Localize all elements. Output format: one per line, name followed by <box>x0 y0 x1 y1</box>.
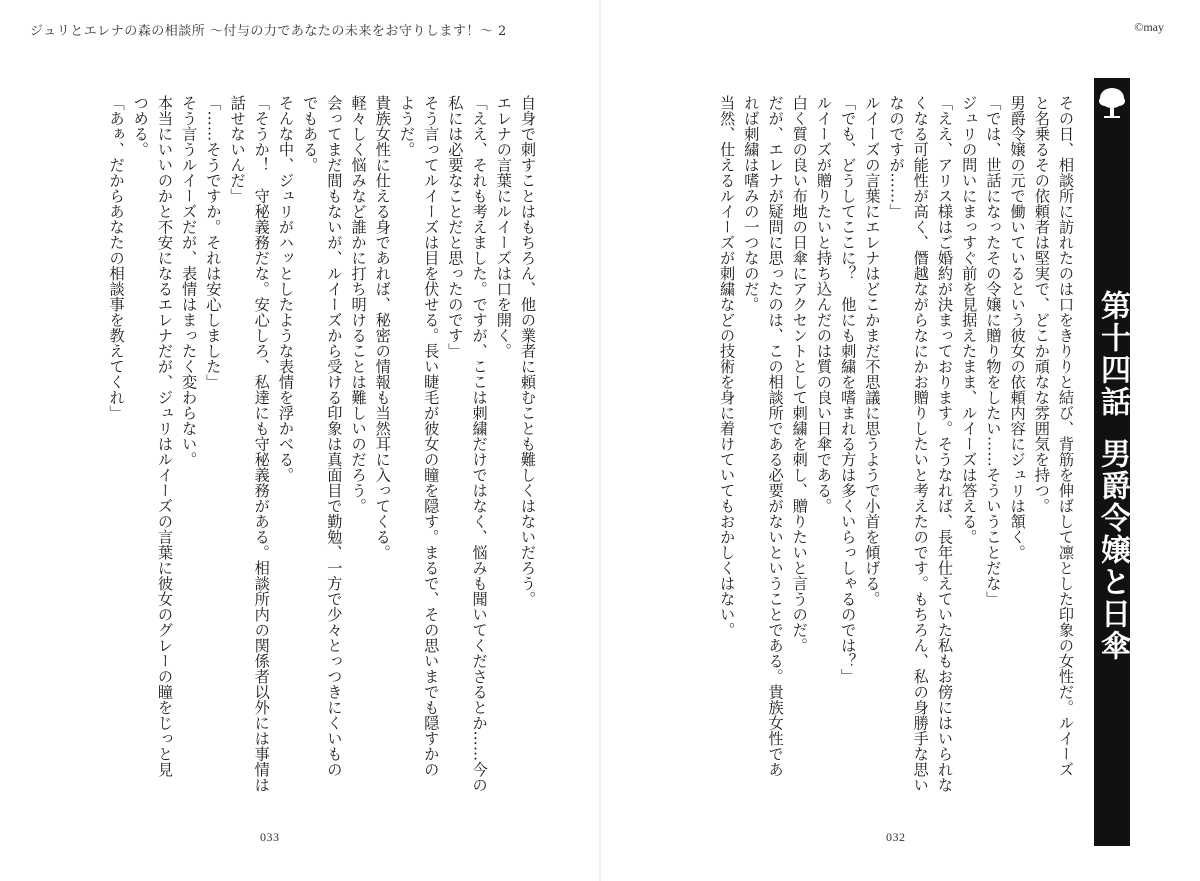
chapter-heading <box>1094 126 1130 826</box>
body-line: つめる。 <box>131 95 150 157</box>
body-line: だが、エレナが疑問に思ったのは、この相談所である必要がないということである。貴族女性であ <box>766 95 785 777</box>
body-line: 男爵令嬢の元で働いているという彼女の依頼内容にジュリは頷く。 <box>1008 95 1027 560</box>
chapter-title: 男爵令嬢と日傘 <box>1095 438 1130 662</box>
running-head: ジュリとエレナの森の相談所 〜付与の力であなたの未来をお守りします！〜 2 <box>30 24 507 39</box>
body-line: でもある。 <box>301 95 320 173</box>
page-right-body <box>668 95 1078 795</box>
body-line: 軽々しく悩みなど誰かに打ち明けることは難しいのだろう。 <box>349 95 368 514</box>
body-line: 本当にいいのかと不安になるエレナだが、ジュリはルイーズの言葉に彼女のグレーの瞳をじっと見 <box>155 95 174 777</box>
body-line: と名乗るその依頼者は堅実で、どこか頑なな雰囲気を持つ。 <box>1032 95 1051 514</box>
tree-icon <box>1097 86 1127 120</box>
body-line: そんな中、ジュリがハッとしたような表情を浮かべる。 <box>276 95 295 483</box>
body-line: 貴族女性に仕える身であれば、秘密の情報も当然耳に入ってくる。 <box>373 95 392 560</box>
body-line: 「では、世話になったその令嬢に贈り物をしたい……そういうことだな」 <box>984 95 1003 607</box>
body-line: ルイーズが贈りたいと持ち込んだのは質の良い日傘である。 <box>814 95 833 514</box>
body-line: 話せないんだ」 <box>228 95 247 204</box>
body-line: 「ええ、それも考えました。ですが、ここは刺繍だけではなく、悩みも聞いてくださるとか……今の <box>470 95 489 793</box>
copyright-credit: ©may <box>1134 20 1164 34</box>
body-line: 会ってまだ間もないが、ルイーズから受ける印象は真面目で勤勉、一方で少々とっつきにくいもの <box>325 95 344 777</box>
page-number-right: 032 <box>886 830 906 844</box>
body-line: なのですが……」 <box>887 95 906 219</box>
page-gutter <box>599 0 601 881</box>
body-line: 「そうか！ 守秘義務だな。安心しろ、私達にも守秘義務がある。相談所内の関係者以外には事情は <box>252 95 271 793</box>
body-line: 私には必要なことだと思ったのです」 <box>446 95 465 359</box>
body-line: そう言うルイーズだが、表情はまったく変わらない。 <box>180 95 199 467</box>
body-line: ルイーズの言葉にエレナはどこかまだ不思議に思うようで小首を傾げる。 <box>863 95 882 607</box>
page-number-left: 033 <box>260 830 280 844</box>
body-line: 「……そうですか。それは安心しました」 <box>204 95 223 390</box>
body-line: 白く質の良い布地の日傘にアクセントとして刺繍を刺し、贈りたいと言うのだ。 <box>790 95 809 653</box>
body-line: ようだ。 <box>397 95 416 157</box>
body-line: れば刺繍は嗜みの一つなのだ。 <box>742 95 761 312</box>
chapter-number: 第十四話 <box>1095 290 1130 418</box>
page-left-body <box>40 95 540 795</box>
body-line: 「ええ、アリス様はご婚約が決まっております。そうなれば、長年仕えていた私もお傍にはいられな <box>935 95 954 793</box>
body-line: ジュリの問いにまっすぐ前を見据えたまま、ルイーズは答える。 <box>960 95 979 545</box>
body-line: くなる可能性が高く、僭越ながらなにかお贈りしたいと考えたのです。もちろん、私の身勝手な思い <box>911 95 930 793</box>
body-line: 自身で刺すことはもちろん、他の業者に頼むことも難しくはないだろう。 <box>519 95 537 607</box>
body-line: その日、相談所に訪れたのは口をきりりと結び、背筋を伸ばして凛とした印象の女性だ。ルイーズ <box>1057 95 1075 777</box>
body-line: 「でも、どうしてここに？ 他にも刺繍を嗜まれる方は多くいらっしゃるのでは？」 <box>839 95 858 684</box>
body-line: そう言ってルイーズは目を伏せる。長い睫毛が彼女の瞳を隠す。まるで、その思いまでも隠すかの <box>422 95 441 777</box>
body-line: 「あぁ、だからあなたの相談事を教えてくれ」 <box>107 95 126 421</box>
chapter-banner <box>1094 78 1130 846</box>
body-line: 当然、仕えるルイーズが刺繍などの技術を身に着けていてもおかしくはない。 <box>718 95 737 638</box>
body-line: エレナの言葉にルイーズは口を開く。 <box>494 95 513 359</box>
